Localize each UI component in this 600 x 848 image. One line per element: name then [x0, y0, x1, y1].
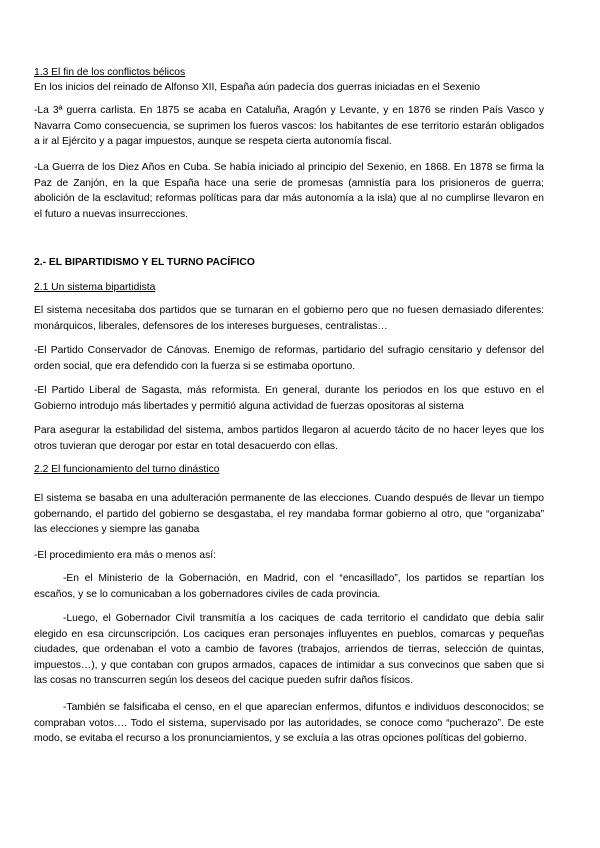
section-2-heading: 2.- EL BIPARTIDISMO Y EL TURNO PACÍFICO [34, 257, 255, 268]
conservative-party-paragraph: -El Partido Conservador de Cánovas. Enemigo de reformas, partidario del sufragio censitario y defensor del orden social, que era defendido con la fuerza si se estimaba oportuno. [34, 345, 544, 372]
census-fraud-paragraph: -También se falsificaba el censo, en el que aparecían enfermos, difuntos e individuos desconocidos; se compraban votos…. Todo el sistema, supervisado por las autoridades, se conoce como “pucherazo”. De este modo, se evitaba el recurso a los pronunciamientos, y se excluía a las otras opciones políticas del gobierno. [34, 702, 544, 744]
section-1-3-intro: En los inicios del reinado de Alfonso XII, España aún padecía dos guerras iniciadas en el Sexenio [34, 82, 480, 93]
civil-governor-paragraph: -Luego, el Gobernador Civil transmitía a los caciques de cada territorio el candidato que debía salir elegido en esa circunscripción. Los caciques eran personajes influyentes en pueblos, comarcas y pequeñas ciudades, que ordenaban el voto a cambio de favores (trabajos, arriendos de tierras, selección de quintas, impuestos…), y que contaban con grupos armados, capaces de intimidar a sus convecinos que saben que si las cosas no transcurren según los deseos del cacique pueden sufrir daños físicos. [34, 613, 544, 686]
section-2-2-heading: 2.2 El funcionamiento del turno dinástico [34, 464, 220, 475]
section-1-3-heading: 1.3 El fin de los conflictos bélicos [34, 67, 186, 78]
procedure-paragraph: -El procedimiento era más o menos así: [34, 550, 216, 561]
section-2-1-heading: 2.1 Un sistema bipartidista [34, 282, 156, 293]
ministry-paragraph: -En el Ministerio de la Gobernación, en Madrid, con el “encasillado”, los partidos se repartían los escaños, y se lo comunicaban a los gobernadores civiles de cada provincia. [34, 573, 544, 600]
cuba-war-paragraph: -La Guerra de los Diez Años en Cuba. Se había iniciado al principio del Sexenio, en 1868. En 1878 se firma la Paz de Zanjón, en la que España hace una serie de promesas (amnistía para los prisioneros de guerra; abolición de la esclavitud; reformas políticas para dar más autonomía a la isla) que al no cumplirse llevaron en el futuro a nuevas insurrecciones. [34, 162, 544, 220]
tacit-agreement-paragraph: Para asegurar la estabilidad del sistema, ambos partidos llegaron al acuerdo tácito de no hacer leyes que los otros tuvieran que derogar por estar en total desacuerdo con ellas. [34, 425, 544, 452]
carlist-war-paragraph: -La 3ª guerra carlista. En 1875 se acaba en Cataluña, Aragón y Levante, y en 1876 se rinden País Vasco y Navarra Como consecuencia, se suprimen los fueros vascos: los habitantes de ese territorio estarán obligados a ir al Ejército y a pagar impuestos, aunque se respeta cierta autonomía fiscal. [34, 105, 544, 147]
bipartisan-intro-paragraph: El sistema necesitaba dos partidos que se turnaran en el gobierno pero que no fuesen demasiado diferentes: monárquicos, liberales, defensores de los intereses burgueses, centralistas… [34, 305, 544, 332]
liberal-party-paragraph: -El Partido Liberal de Sagasta, más reformista. En general, durante los periodos en los que estuvo en el Gobierno introdujo más libertades y permitió alguna actividad de fuerzas opositoras al sistema [34, 385, 544, 412]
dynastic-turn-intro-paragraph: El sistema se basaba en una adulteración permanente de las elecciones. Cuando después de llevar un tiempo gobernando, el partido del gobierno se desgastaba, el rey mandaba formar gobierno al otro, que “organizaba” las elecciones y siempre las ganaba [34, 493, 544, 535]
